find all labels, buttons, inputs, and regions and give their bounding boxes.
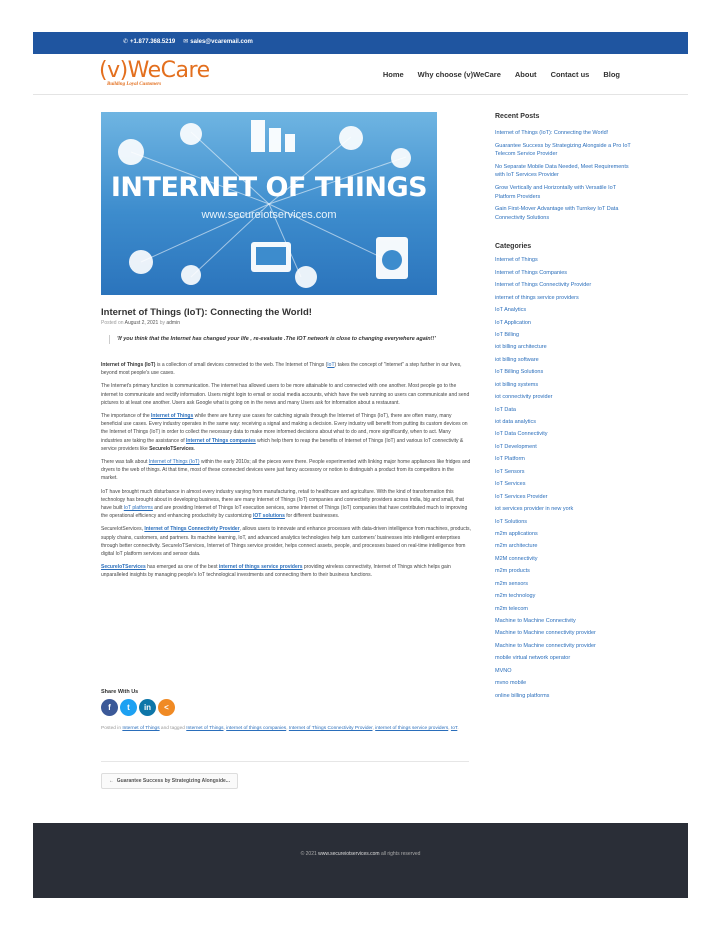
copyright-suffix: all rights reserved xyxy=(379,851,421,857)
category-link[interactable]: IoT Analytics xyxy=(495,307,527,314)
p6-text-end: , allows users to innovate and enhance processes with data-driven intelligence from machines, products, supply chains, customers, and partners. Its machine learning, IoT, and advanced analytics technologies help turn customers' businesses into intelligent enterprises through better connectivity. SecureIoTServices, Internet of Things service provider, helps connect assets, people, and processes based on real-time intelligence from digital IoT platform services and sensor data. xyxy=(101,526,471,558)
p5-text-mid: and are providing Internet of Things IoT execution services, some Internet of Things (IoT) companies that have contributed much to improving the operational efficiency and enhancing productivity by customizing xyxy=(101,505,468,520)
category-link[interactable]: Internet of Things Companies xyxy=(495,269,568,276)
post-quote: 'If you think that the Internet has changed your life , re-evaluate .The IOT network is close to changing everywhere again!!' xyxy=(109,335,459,344)
category-link[interactable]: IoT Solutions xyxy=(495,518,528,525)
tag-link[interactable]: IoT xyxy=(450,726,458,731)
category-link[interactable]: m2m sensors xyxy=(495,580,529,587)
category-link[interactable]: Machine to Machine Connectivity xyxy=(495,618,576,625)
category-link[interactable]: Internet of Things Connectivity Provider xyxy=(495,282,592,289)
p7-text-end: providing wireless connectivity, Internet of Things which helps gain unparalleled insights by managing people's IoT technological investments and connecting them to their business functions. xyxy=(101,564,451,579)
p3-link-iot[interactable]: Internet of Things xyxy=(151,413,194,420)
recent-post-link[interactable]: Grow Vertically and Horizontally with Versatile IoT Platform Providers xyxy=(495,184,616,200)
category-link[interactable]: internet of things service providers xyxy=(495,294,579,301)
category-link[interactable]: iot billing software xyxy=(495,356,539,363)
linkedin-icon[interactable] xyxy=(139,699,156,716)
contact-info xyxy=(123,38,253,45)
facebook-icon[interactable] xyxy=(101,699,118,716)
category-link[interactable]: IoT Data Connectivity xyxy=(495,431,548,438)
p7-text: has emerged as one of the best xyxy=(145,564,219,571)
category-link[interactable]: iot services provider in new york xyxy=(495,506,574,513)
category-link[interactable]: iot data analytics xyxy=(495,419,536,426)
post-category-link[interactable]: Internet of Things xyxy=(122,726,160,731)
p3-period: . xyxy=(193,445,196,452)
category-link[interactable]: IoT Services xyxy=(495,481,526,488)
previous-post-button[interactable] xyxy=(101,773,238,789)
post-tags: Posted in Internet of Things and tagged Internet of Things, internet of things companies, Internet of Things Connectivity Provider, internet of things service providers, IoT. xyxy=(101,726,459,731)
paragraph-7 xyxy=(101,563,471,579)
category-link[interactable]: Machine to Machine connectivity provider xyxy=(495,630,596,637)
category-link[interactable]: mvno mobile xyxy=(495,680,527,687)
hero-title: INTERNET OF THINGS xyxy=(110,172,428,203)
category-link[interactable]: IoT Billing Solutions xyxy=(495,369,544,376)
post-nav-divider xyxy=(101,761,469,762)
p4-text: There was talk about xyxy=(101,459,149,466)
p1-text-end: ) takes the concept of "internet" a step further in our lives, beyond most people's use cases. xyxy=(101,362,462,377)
category-link[interactable]: m2m technology xyxy=(495,593,536,600)
share-buttons xyxy=(101,699,175,716)
paragraph-1 xyxy=(101,361,471,377)
post-meta xyxy=(101,320,180,326)
paragraph-3 xyxy=(101,412,471,453)
post-title: Internet of Things (IoT): Connecting the World! xyxy=(101,307,312,318)
sidebar xyxy=(495,113,635,702)
footer-site-link[interactable]: www.secureiotservices.com xyxy=(318,851,380,857)
p1-strong: Internet of Things (IoT) xyxy=(101,362,156,368)
p3-text-end: which help them to reap the benefits of Internet of Things (IoT) and various IoT connectivity & service providers like xyxy=(101,437,464,452)
tag-link[interactable]: Internet of Things Connectivity Provider xyxy=(288,726,373,731)
site-header xyxy=(33,54,688,95)
category-link[interactable]: MVNO xyxy=(495,667,512,674)
p3-strong: SecureIoTServices xyxy=(149,445,194,452)
category-link[interactable]: IoT Development xyxy=(495,443,537,450)
phone-icon: ✆ xyxy=(123,39,129,45)
category-link[interactable]: iot billing systems xyxy=(495,381,539,388)
nav-contact[interactable]: Contact us xyxy=(550,70,590,79)
p3-text-mid: while there are funny use cases for catching signals through the Internet of Things (IoT), there are often many, many beneficial use cases. Every industry operates in the same way: receiving a signal and making a decision. Every industry will benefit from putting its custom devices on the Internet of Things (IoT) in order to collect the necessary data to make more informed decisions about what to do and, more significantly, when to act. Many industries are taking the assistance of xyxy=(101,413,468,444)
email-address[interactable]: sales@vcaremail.com xyxy=(190,39,253,45)
linkedin-glyph: in xyxy=(143,703,152,712)
posted-on-label: Posted on xyxy=(101,320,124,326)
category-link[interactable]: iot connectivity provider xyxy=(495,394,553,401)
category-link[interactable]: IoT Data xyxy=(495,406,516,413)
main-nav xyxy=(383,70,620,79)
recent-post-link[interactable]: No Separate Mobile Data Needed, Meet Requirements with IoT Services Provider xyxy=(495,163,629,179)
p1-link[interactable]: IoT xyxy=(327,362,335,368)
nav-why-choose[interactable]: Why choose (v)WeCare xyxy=(417,70,501,79)
paragraph-5 xyxy=(101,488,471,521)
paragraph-4 xyxy=(101,458,471,483)
post-body xyxy=(101,361,471,585)
page-content xyxy=(33,95,688,823)
paragraph-2: The Internet's primary function is communication. The internet has allowed users to be more attainable to and connected with one another. Most people go to the internet to communicate and rectify information. Users might login to email or social media accounts, which have the web running so users can communicate and send pictures to at least one another. Users ask Google what is going on in the news and many Users ask for information about a restaurant. xyxy=(101,383,470,406)
p7-link-providers[interactable]: internet of things service providers xyxy=(218,564,303,571)
nav-blog[interactable]: Blog xyxy=(603,70,620,79)
featured-image xyxy=(101,112,437,295)
post-author[interactable]: admin xyxy=(166,320,180,326)
logo-tagline: Building Loyal Customers xyxy=(107,82,162,87)
p1-text: is a collection of small devices connected to the web. The Internet of Things ( xyxy=(155,362,328,368)
categories-section xyxy=(495,243,635,702)
category-link[interactable]: M2M connectivity xyxy=(495,555,538,562)
categories-list xyxy=(495,254,635,702)
p5-link-solutions[interactable]: IOT solutions xyxy=(252,513,285,520)
p3-text: The importance of the xyxy=(101,413,152,420)
p6-text: SecureIotServices, xyxy=(101,526,145,533)
nav-home[interactable]: Home xyxy=(382,70,404,79)
arrow-left-icon: ← xyxy=(109,778,114,784)
category-link[interactable]: m2m telecom xyxy=(495,605,529,612)
nav-about[interactable]: About xyxy=(514,70,537,79)
previous-post-label: Guarantee Success by Strategizing Alongside... xyxy=(116,778,230,784)
share-icon[interactable] xyxy=(158,699,175,716)
tag-link[interactable]: internet of things companies xyxy=(226,726,287,731)
by-label: by xyxy=(159,320,165,326)
share-glyph: < xyxy=(164,703,169,712)
tag-link[interactable]: Internet of Things xyxy=(186,726,224,731)
site-logo[interactable] xyxy=(99,60,210,87)
phone-number[interactable]: +1.877.368.5219 xyxy=(130,39,176,45)
twitter-glyph: t xyxy=(127,703,130,712)
p6-link[interactable]: Internet of Things Connectivity Provider xyxy=(144,526,240,533)
p4-text-end: within the early 2010s; all the pieces were there. People experimented with linking major home appliances like fridges and dryers to the web of things. At that time, most of these connected devices were just fancy accessory or notion to distinguish a product from its competitors in the market. xyxy=(101,459,471,482)
category-link[interactable]: online billing platforms xyxy=(495,692,550,699)
categories-title: Categories xyxy=(495,243,532,251)
email-contact[interactable] xyxy=(183,38,253,45)
p5-link-platforms[interactable]: IoT platforms xyxy=(123,505,153,512)
recent-posts-title: Recent Posts xyxy=(495,113,540,120)
site-footer xyxy=(33,823,688,898)
share-label: Share With Us xyxy=(101,689,139,695)
category-link[interactable]: Machine to Machine connectivity provider xyxy=(495,642,596,649)
copyright xyxy=(33,851,688,857)
copyright-prefix: © 2021 xyxy=(300,851,319,857)
paragraph-6 xyxy=(101,525,471,558)
envelope-icon: ✉ xyxy=(183,39,189,45)
category-link[interactable]: iot billing architecture xyxy=(495,344,547,351)
p5-text-end: for different businesses. xyxy=(284,513,340,520)
post-date[interactable]: August 2, 2021 xyxy=(124,320,159,326)
category-link[interactable]: mobile virtual network operator xyxy=(495,655,571,662)
phone-contact[interactable] xyxy=(123,38,175,45)
p5-text: IoT have brought much disturbance in almost every industry varying from manufacturing, retail to healthcare and agriculture. With the kind of transformation this technology has brought about in developing business, there are many Internet of Things (IoT) companies and connectivity providers across India, big and small, that have built xyxy=(101,488,464,512)
facebook-glyph: f xyxy=(108,703,111,712)
logo-text[interactable]: (v)WeCare xyxy=(99,58,210,83)
category-link[interactable]: IoT Services Provider xyxy=(495,493,548,500)
recent-posts-list xyxy=(495,129,635,222)
top-bar xyxy=(33,32,688,54)
tag-link[interactable]: internet of things service providers xyxy=(375,726,449,731)
posted-in-label: Posted in xyxy=(101,726,123,731)
tagged-label: and tagged xyxy=(159,726,187,731)
iot-illustration xyxy=(101,112,437,295)
twitter-icon[interactable] xyxy=(120,699,137,716)
p4-link[interactable]: Internet of Things (IoT) xyxy=(148,459,200,466)
category-link[interactable]: IoT Platform xyxy=(495,456,525,463)
recent-post-link[interactable]: Guarantee Success by Strategizing Alongside a Pro IoT Telecom Service Provider xyxy=(495,142,631,158)
hero-url: www.secureiotservices.com xyxy=(201,209,337,221)
category-link[interactable]: m2m architecture xyxy=(495,543,538,550)
p7-link-secureiot[interactable]: SecureIoTServices xyxy=(101,564,146,571)
category-link[interactable]: Internet of Things xyxy=(495,257,538,264)
p3-link-companies[interactable]: Internet of Things companies xyxy=(186,437,256,444)
category-link[interactable]: m2m products xyxy=(495,568,530,575)
recent-post-link[interactable]: Gain First-Mover Advantage with Turnkey IoT Data Connectivity Solutions xyxy=(495,206,619,221)
category-link[interactable]: IoT Sensors xyxy=(495,468,525,475)
category-link[interactable]: IoT Billing xyxy=(495,331,520,338)
category-link[interactable]: IoT Application xyxy=(495,319,531,326)
recent-post-link[interactable]: Internet of Things (IoT): Connecting the World! xyxy=(495,130,609,136)
category-link[interactable]: m2m applications xyxy=(495,530,538,537)
